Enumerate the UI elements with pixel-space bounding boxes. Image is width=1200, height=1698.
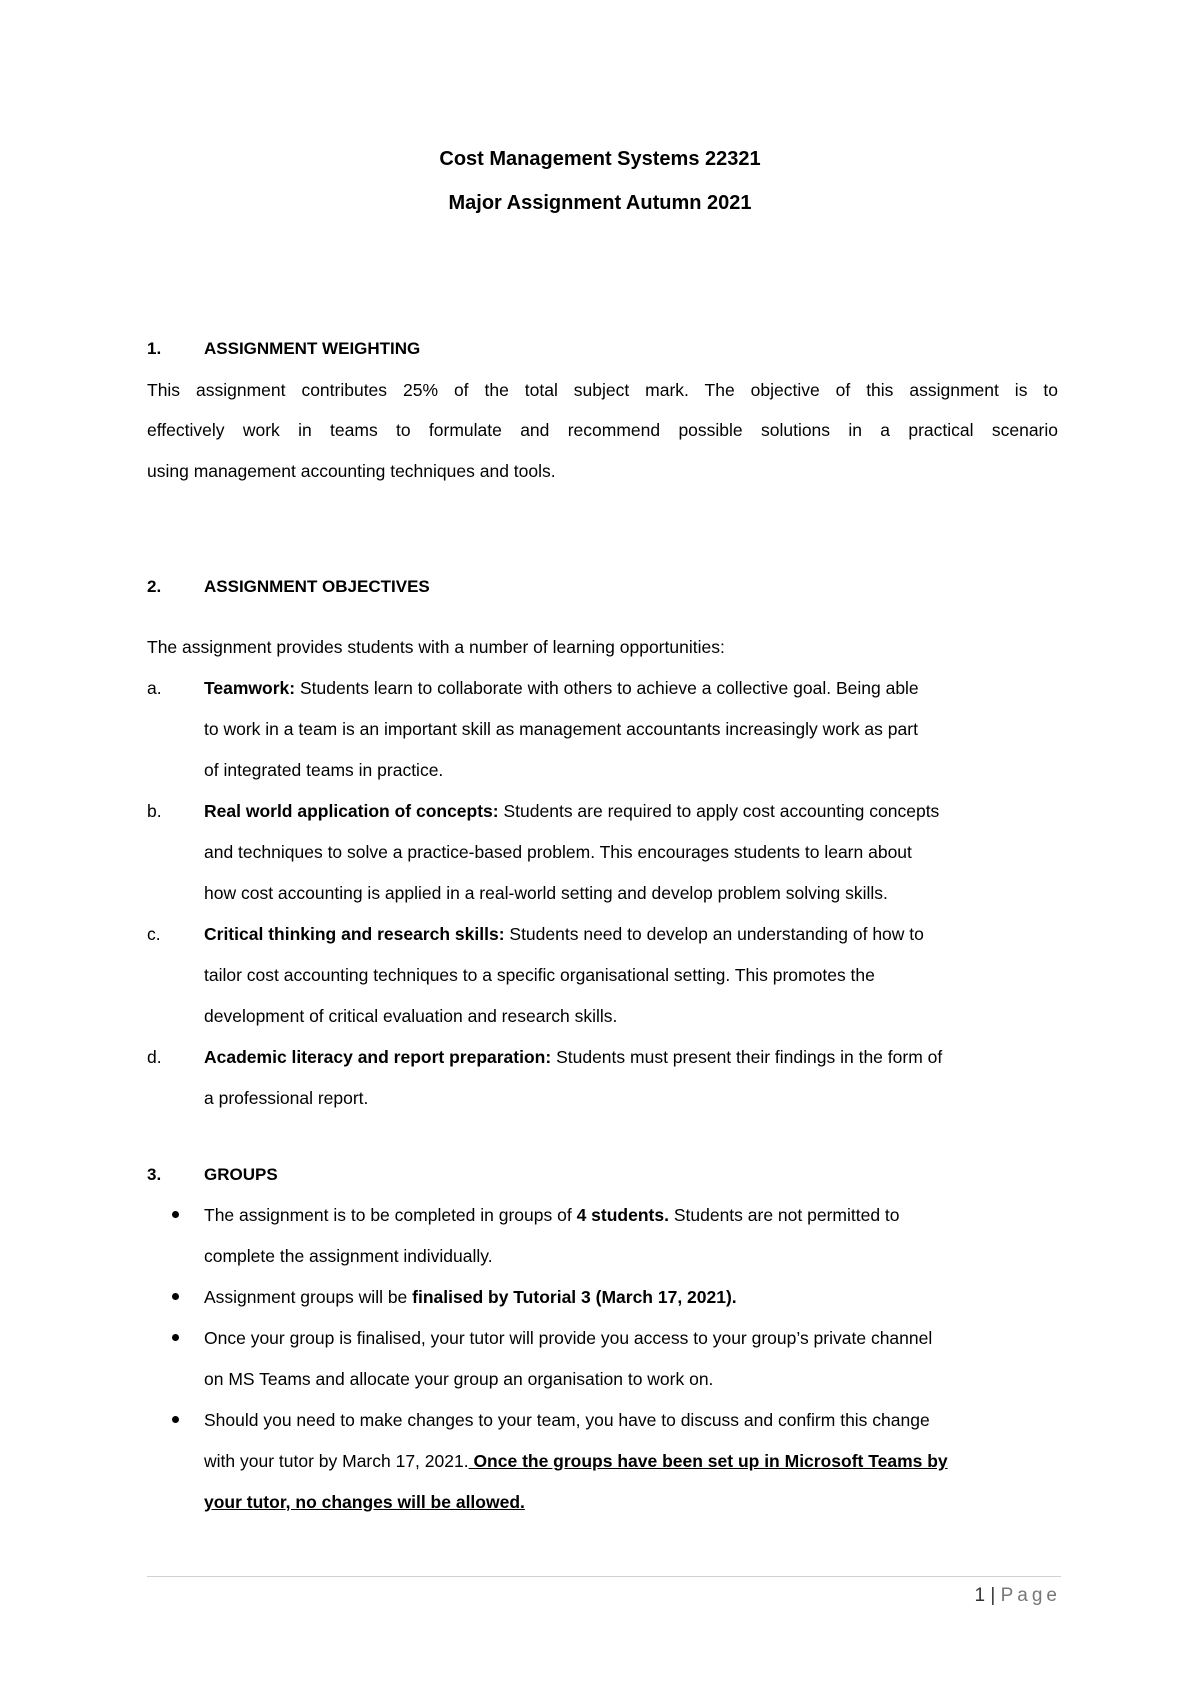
objective-d-text: Students must present their findings in the form of (551, 1047, 943, 1067)
groups-bullet-1-line-1 (204, 1205, 900, 1226)
objective-c-text: Students need to develop an understanding of how to (504, 924, 924, 944)
section-1-line-2: effectively work in teams to formulate and recommend possible solutions in a practical scenario (147, 420, 1058, 440)
objective-b-marker: b. (147, 801, 162, 821)
page-label: Page (1000, 1585, 1061, 1606)
section-2-intro: The assignment provides students with a number of learning opportunities: (147, 637, 725, 657)
section-3-number: 3. (147, 1165, 162, 1184)
objective-a-text: Students learn to collaborate with others to achieve a collective goal. Being able (295, 678, 919, 698)
section-1-title: ASSIGNMENT WEIGHTING (204, 339, 421, 358)
section-1-number: 1. (147, 339, 162, 358)
page-number: 1 (974, 1585, 986, 1606)
groups-bullet-4-date: with your tutor by March 17, 2021. (204, 1451, 469, 1471)
section-1-heading (147, 339, 420, 359)
footer-separator: | (990, 1585, 996, 1606)
groups-bullet-2 (204, 1287, 737, 1308)
groups-bullet-3-line-1: Once your group is finalised, your tutor will provide you access to your group’s private channel (204, 1328, 933, 1348)
bullet-icon (172, 1416, 179, 1423)
page-footer (975, 1585, 1061, 1607)
groups-bullet-2-bold: finalised by Tutorial 3 (March 17, 2021). (412, 1287, 737, 1307)
section-3-heading (147, 1165, 278, 1185)
bullet-icon (172, 1334, 179, 1341)
objective-a-line-3: of integrated teams in practice. (204, 760, 444, 780)
groups-bullet-4-line-2 (204, 1451, 948, 1472)
bullet-icon (172, 1293, 179, 1300)
section-3-title: GROUPS (204, 1165, 278, 1184)
objective-d-line-2: a professional report. (204, 1088, 369, 1108)
objective-b-text: Students are required to apply cost accounting concepts (498, 801, 940, 821)
groups-bullet-1-line-2: complete the assignment individually. (204, 1246, 493, 1266)
groups-bullet-1-post: Students are not permitted to (668, 1205, 900, 1225)
section-1-line-1: This assignment contributes 25% of the total subject mark. The objective of this assignment is to (147, 380, 1058, 400)
section-1-line-3: using management accounting techniques and tools. (147, 461, 556, 481)
groups-bullet-4-warning-cont: your tutor, no changes will be allowed. (204, 1492, 525, 1512)
section-2-heading (147, 577, 430, 597)
groups-bullet-2-pre: Assignment groups will be (204, 1287, 413, 1307)
section-2-number: 2. (147, 577, 162, 596)
groups-bullet-1-bold: 4 students. (576, 1205, 669, 1225)
groups-bullet-3-line-2: on MS Teams and allocate your group an organisation to work on. (204, 1369, 714, 1389)
groups-bullet-4-line-3 (204, 1492, 525, 1513)
objective-c-line-1 (204, 924, 924, 945)
document-subtitle: Major Assignment Autumn 2021 (448, 192, 752, 214)
groups-bullet-4-line-1: Should you need to make changes to your team, you have to discuss and confirm this change (204, 1410, 930, 1430)
objective-d-line-1 (204, 1047, 942, 1068)
objective-c-marker: c. (147, 924, 161, 944)
objective-a-marker: a. (147, 678, 162, 698)
bullet-icon (172, 1211, 179, 1218)
objective-a-line-2: to work in a team is an important skill as management accountants increasingly work as part (204, 719, 918, 739)
objective-b-line-1 (204, 801, 939, 822)
footer-divider (147, 1576, 1061, 1577)
objective-d-marker: d. (147, 1047, 162, 1067)
groups-bullet-1-pre: The assignment is to be completed in groups of (204, 1205, 577, 1225)
objective-a-line-1 (204, 678, 919, 699)
objective-c-line-2: tailor cost accounting techniques to a specific organisational setting. This promotes the (204, 965, 875, 985)
objective-b-label: Real world application of concepts: (204, 801, 499, 821)
objective-b-line-2: and techniques to solve a practice-based problem. This encourages students to learn about (204, 842, 912, 862)
objective-b-line-3: how cost accounting is applied in a real-world setting and develop problem solving skills. (204, 883, 888, 903)
objective-d-label: Academic literacy and report preparation: (204, 1047, 552, 1067)
objective-c-line-3: development of critical evaluation and research skills. (204, 1006, 618, 1026)
document-title: Cost Management Systems 22321 (439, 148, 761, 170)
objective-a-label: Teamwork: (204, 678, 296, 698)
section-2-title: ASSIGNMENT OBJECTIVES (204, 577, 430, 596)
groups-bullet-4-warning: Once the groups have been set up in Microsoft Teams by (468, 1451, 948, 1471)
objective-c-label: Critical thinking and research skills: (204, 924, 505, 944)
